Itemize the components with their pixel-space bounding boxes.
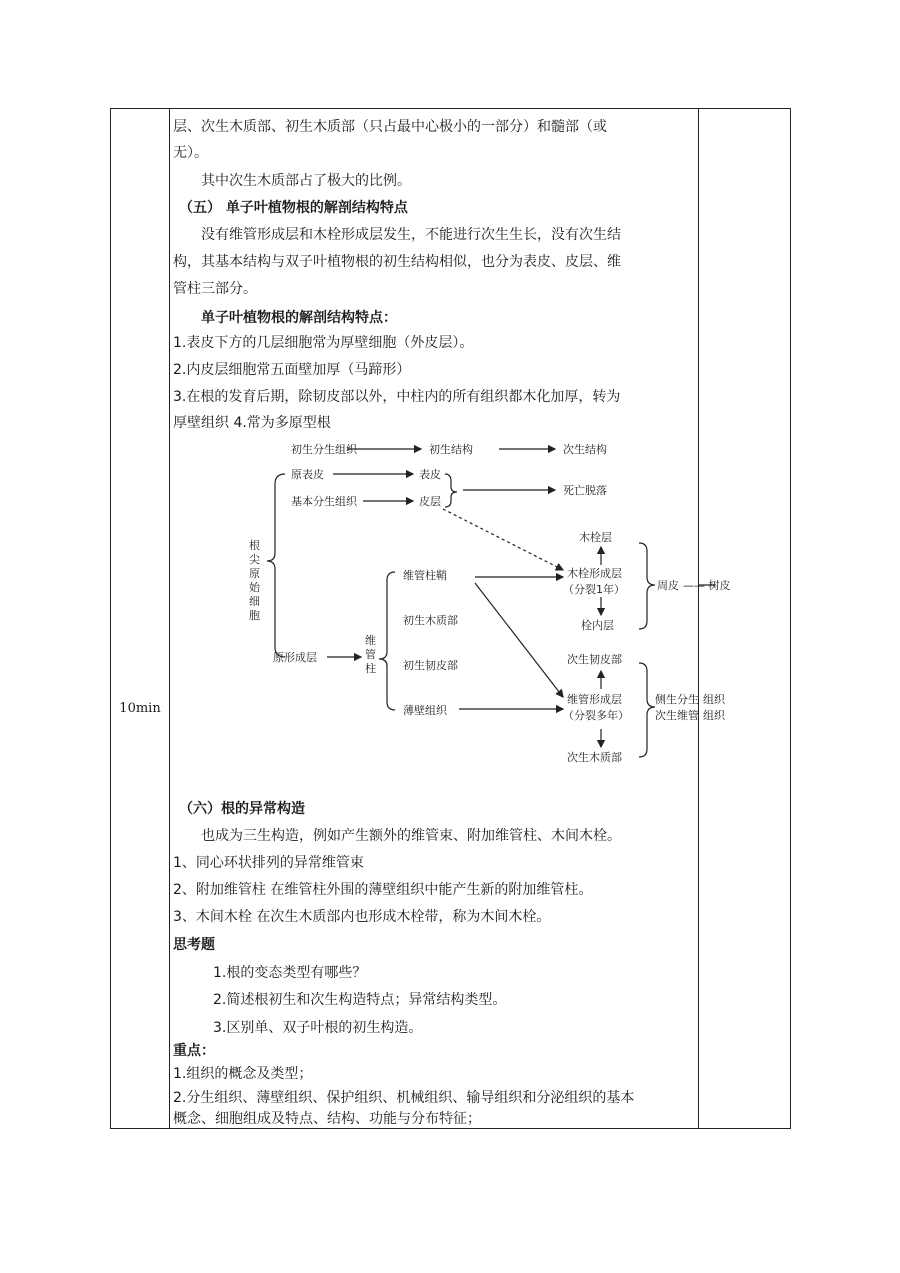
node-stele-3: 柱 [365,662,376,675]
column-divider [169,109,170,1128]
node-primary-xylem: 初生木质部 [403,614,458,627]
list-item: 2.分生组织、薄壁组织、保护组织、机械组织、输导组织和分泌组织的基本 [173,1090,635,1106]
list-item: 2.内皮层细胞常五面壁加厚（马蹄形） [173,362,411,378]
node-epidermis: 表皮 [419,468,441,481]
node-stele-1: 维 [365,634,376,647]
list-item: 2、附加维管柱 在维管柱外围的薄壁组织中能产生新的附加维管柱。 [173,882,593,898]
section-heading: （五） 单子叶植物根的解剖结构特点 [179,200,408,216]
list-item: 3.在根的发育后期，除韧皮部以外，中柱内的所有组织都木化加厚，转为 [173,389,621,405]
node-root-tip-5: 细 [249,595,260,608]
node-death: 死亡脱落 [563,484,607,497]
text-line: 层、次生木质部、初生木质部（只占最中心极小的一部分）和髓部（或 [173,119,607,135]
node-tissue-1: 组织 [703,693,725,706]
node-root-tip-6: 胞 [249,609,260,622]
sub-heading: 单子叶植物根的解剖结构特点： [201,310,397,326]
node-secondary-phloem: 次生韧皮部 [567,653,622,666]
node-cambium-division: （分裂多年） [563,709,629,722]
node-root-tip-2: 尖 [249,553,260,566]
node-stele-2: 管 [365,648,376,661]
node-phelloderm: 栓内层 [581,619,614,632]
lesson-table [110,108,791,1129]
question-item: 3.区别单、双子叶根的初生构造。 [213,1020,423,1036]
node-ground-meristem: 基本分生组织 [291,495,357,508]
node-phellogen-division: （分裂1年） [563,583,625,596]
text-line: 管柱三部分。 [173,281,257,297]
node-protoderm: 原表皮 [291,468,324,481]
node-primary-structure: 初生结构 [429,443,473,456]
node-phellogen: 木栓形成层 [567,567,622,580]
list-item: 1、同心环状排列的异常维管束 [173,855,364,871]
node-root-tip-4: 始 [249,581,260,594]
node-parenchyma: 薄壁组织 [403,704,447,717]
node-periderm: 周皮 [657,579,679,592]
sub-heading: 思考题 [173,937,215,953]
node-primary-phloem: 初生韧皮部 [403,659,458,672]
text-line: 没有维管形成层和木栓形成层发生，不能进行次生生长，没有次生结 [201,227,621,243]
node-phellem: 木栓层 [579,531,612,544]
list-item: 厚壁组织 4.常为多原型根 [173,415,331,431]
text-line: 构，其基本结构与双子叶植物根的初生结构相似，也分为表皮、皮层、维 [173,254,621,270]
sub-heading: 重点： [173,1043,215,1059]
node-primary-meristem: 初生分生组织 [291,443,357,456]
node-cambium: 维管形成层 [567,693,622,706]
time-cell: 10min [119,701,161,716]
section-heading: （六）根的异常构造 [179,801,305,817]
node-lateral-meristem: 侧生分生 [655,693,699,706]
node-secondary-vascular: 次生维管 [655,709,699,722]
node-tissue-2: 组织 [703,709,725,722]
text-line: 也成为三生构造，例如产生额外的维管束、附加维管柱、木间木栓。 [201,828,621,844]
list-item: 1.表皮下方的几层细胞常为厚壁细胞（外皮层）。 [173,335,474,351]
question-item: 2.简述根初生和次生构造特点；异常结构类型。 [213,992,507,1008]
list-item: 概念、细胞组成及特点、结构、功能与分布特征； [173,1111,481,1127]
text-line: 无）。 [173,145,208,161]
root-development-diagram [237,437,731,777]
question-item: 1.根的变态类型有哪些？ [213,965,367,981]
node-cortex: 皮层 [419,495,441,508]
node-procambium: 原形成层 [273,651,317,664]
list-item: 1.组织的概念及类型； [173,1066,313,1082]
text-line: 其中次生木质部占了极大的比例。 [201,173,411,189]
node-pericycle: 维管柱鞘 [403,569,447,582]
node-secondary-structure: 次生结构 [563,443,607,456]
node-secondary-xylem: 次生木质部 [567,751,622,764]
node-root-tip-3: 原 [249,567,260,580]
list-item: 3、木间木栓 在次生木质部内也形成木栓带，称为木间木栓。 [173,909,551,925]
node-root-tip-1: 根 [249,539,260,552]
node-bark: —— 树皮 [683,579,731,592]
